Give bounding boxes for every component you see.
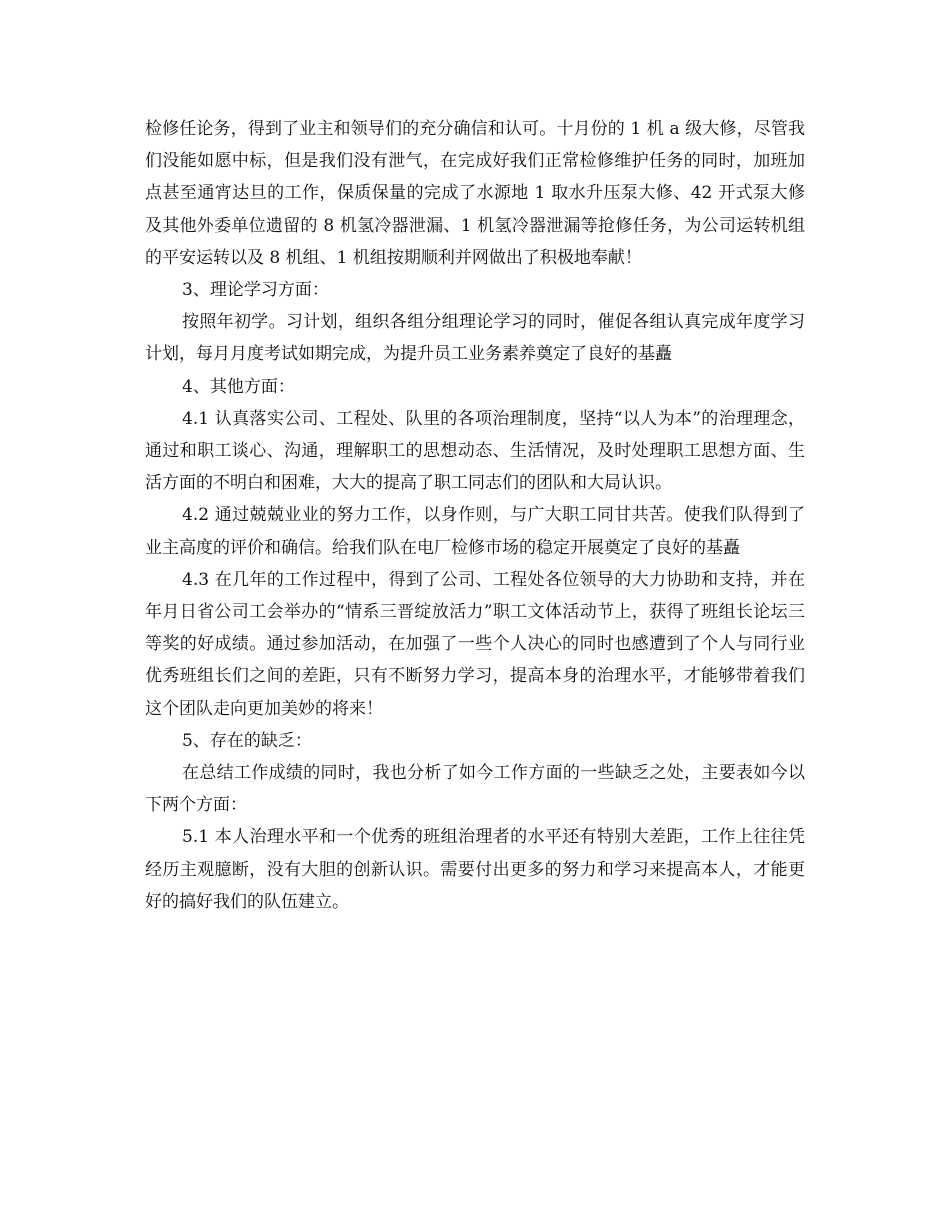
paragraph-4-2: 4.2 通过兢兢业业的努力工作，以身作则，与广大职工同甘共苦。使我们队得到了业主高度的评价和确信。给我们队在电厂检修市场的稳定开展奠定了良好的基矗 [145, 505, 805, 558]
section-heading-other-aspects: 4、其他方面： [182, 376, 295, 397]
paragraph-4-3: 4.3 在几年的工作过程中，得到了公司、工程处各位领导的大力协助和支持，并在年月日省公司工会举办的“情系三晋绽放活力”职工文体活动节上，获得了班组长论坛三等奖的好成绩。通过参加活动，在加强了一些个人决心的同时也感遭到了个人与同行业优秀班组长们之间的差距，只有不断努力学习，提高本身的治理水平，才能够带着我们这个团队走向更加美妙的将来！ [145, 569, 805, 719]
paragraph-maintenance-tasks: 检修任论务，得到了业主和领导们的充分确信和认可。十月份的 1 机 a 级大修，尽管我们没能如愿中标，但是我们没有泄气，在完成好我们正常检修维护任务的同时，加班加点甚至通宵达旦的工作，保质保量的完成了水源地 1 取水升压泵大修、42 开式泵大修及其他外委单位遗留的 8 机氢冷器泄漏、1 机氢冷器泄漏等抢修任务，为公司运转机组的平安运转以及 8 机组、1 机组按期顺利并网做出了积极地奉献！ [145, 119, 805, 268]
paragraph-4-1: 4.1 认真落实公司、工程处、队里的各项治理制度，坚持“以人为本”的治理理念，通过和职工谈心、沟通，理解职工的思想动态、生活情况，及时处理职工思想方面、生活方面的不明白和困难，大大的提高了职工同志们的团队和大局认识。 [145, 408, 805, 494]
document-body [145, 113, 805, 918]
paragraph-5-1: 5.1 本人治理水平和一个优秀的班组治理者的水平还有特别大差距，工作上往往凭经历主观臆断，没有大胆的创新认识。需要付出更多的努力和学习来提高本人，才能更好的搞好我们的队伍建立。 [145, 827, 805, 912]
paragraph-theory-study: 按照年初学。习计划，组织各组分组理论学习的同时，催促各组认真完成年度学习计划，每月月度考试如期完成，为提升员工业务素养奠定了良好的基矗 [145, 312, 805, 365]
section-heading-shortcomings: 5、存在的缺乏： [182, 730, 312, 751]
paragraph-shortcomings-intro: 在总结工作成绩的同时，我也分析了如今工作方面的一些缺乏之处，主要表如今以下两个方面： [145, 763, 805, 816]
section-heading-theory-study: 3、理论学习方面： [182, 280, 329, 301]
